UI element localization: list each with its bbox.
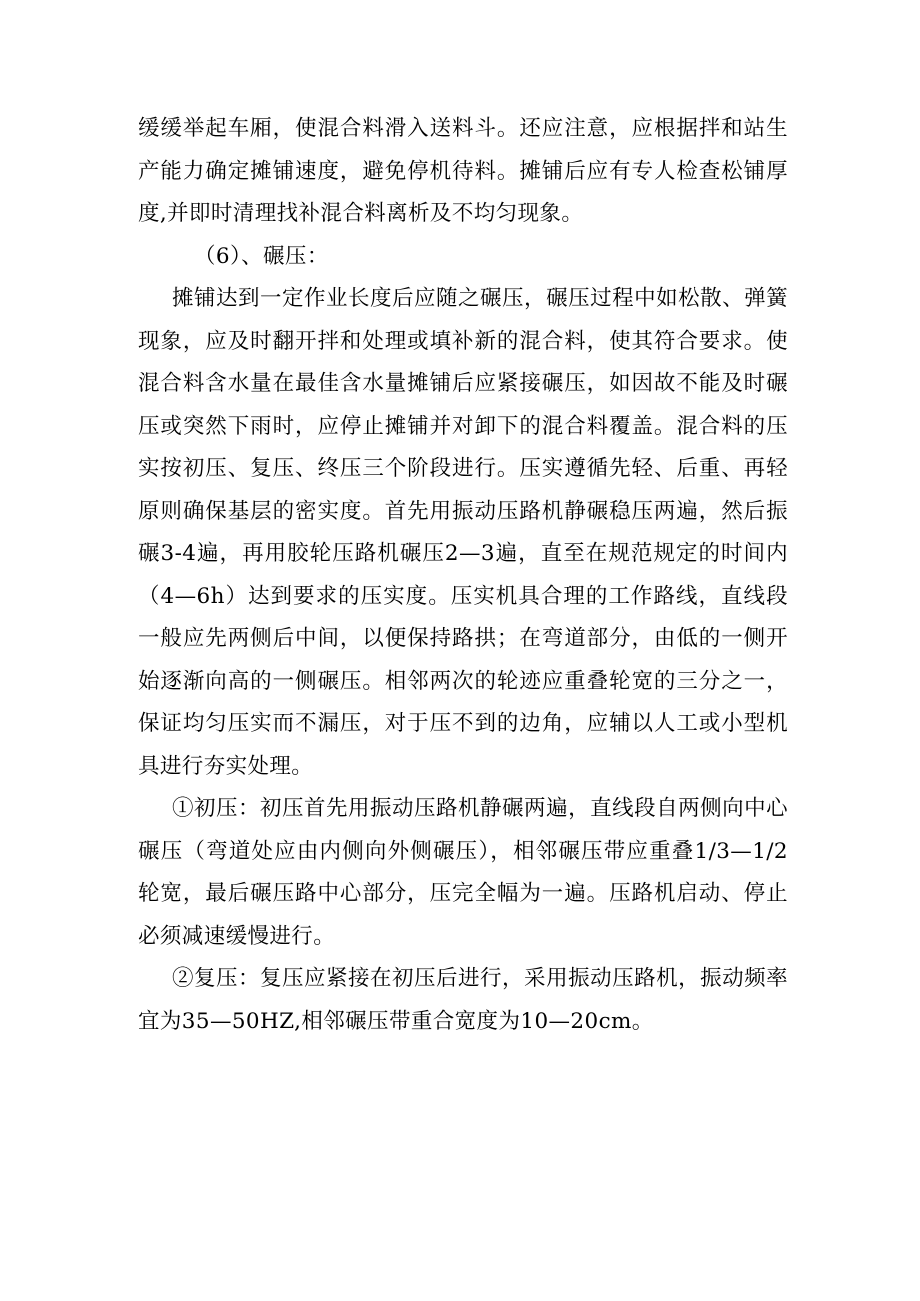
paragraph-initial-compaction: ①初压：初压首先用振动压路机静碾两遍，直线段自两侧向中心碾压（弯道处应由内侧向外侧碾压），相邻碾压带应重叠1/3—1/2轮宽，最后碾压路中心部分，压完全幅为一遍。压路机启动、停止必须减速缓慢进行。: [138, 796, 788, 949]
paragraph-rolling-procedure: 摊铺达到一定作业长度后应随之碾压，碾压过程中如松散、弹簧现象，应及时翻开拌和处理或填补新的混合料，使其符合要求。使混合料含水量在最佳含水量摊铺后应紧接碾压，如因故不能及时碾压或突然下雨时，应停止摊铺并对卸下的混合料覆盖。混合料的压实按初压、复压、终压三个阶段进行。压实遵循先轻、后重、再轻原则确保基层的密实度。首先用振动压路机静碾稳压两遍，然后振碾3-4遍，再用胶轮压路机碾压2—3遍，直至在规范规定的时间内（4—6h）达到要求的压实度。压实机具合理的工作路线，直线段一般应先两侧后中间，以便保持路拱；在弯道部分，由低的一侧开始逐渐向高的一侧碾压。相邻两次的轮迹应重叠轮宽的三分之一，保证均匀压实而不漏压，对于压不到的边角，应辅以人工或小型机具进行夯实处理。: [138, 286, 788, 779]
section-heading-rolling: （6）、碾压：: [194, 243, 329, 269]
document-body: [138, 108, 788, 1043]
paragraph-secondary-compaction: ②复压：复压应紧接在初压后进行，采用振动压路机，振动频率宜为35—50HZ,相邻碾压带重合宽度为10—20cm。: [138, 966, 788, 1034]
paragraph-paving-note: 缓缓举起车厢，使混合料滑入送料斗。还应注意，应根据拌和站生产能力确定摊铺速度，避免停机待料。摊铺后应有专人检查松铺厚度,并即时清理找补混合料离析及不均匀现象。: [138, 116, 788, 226]
